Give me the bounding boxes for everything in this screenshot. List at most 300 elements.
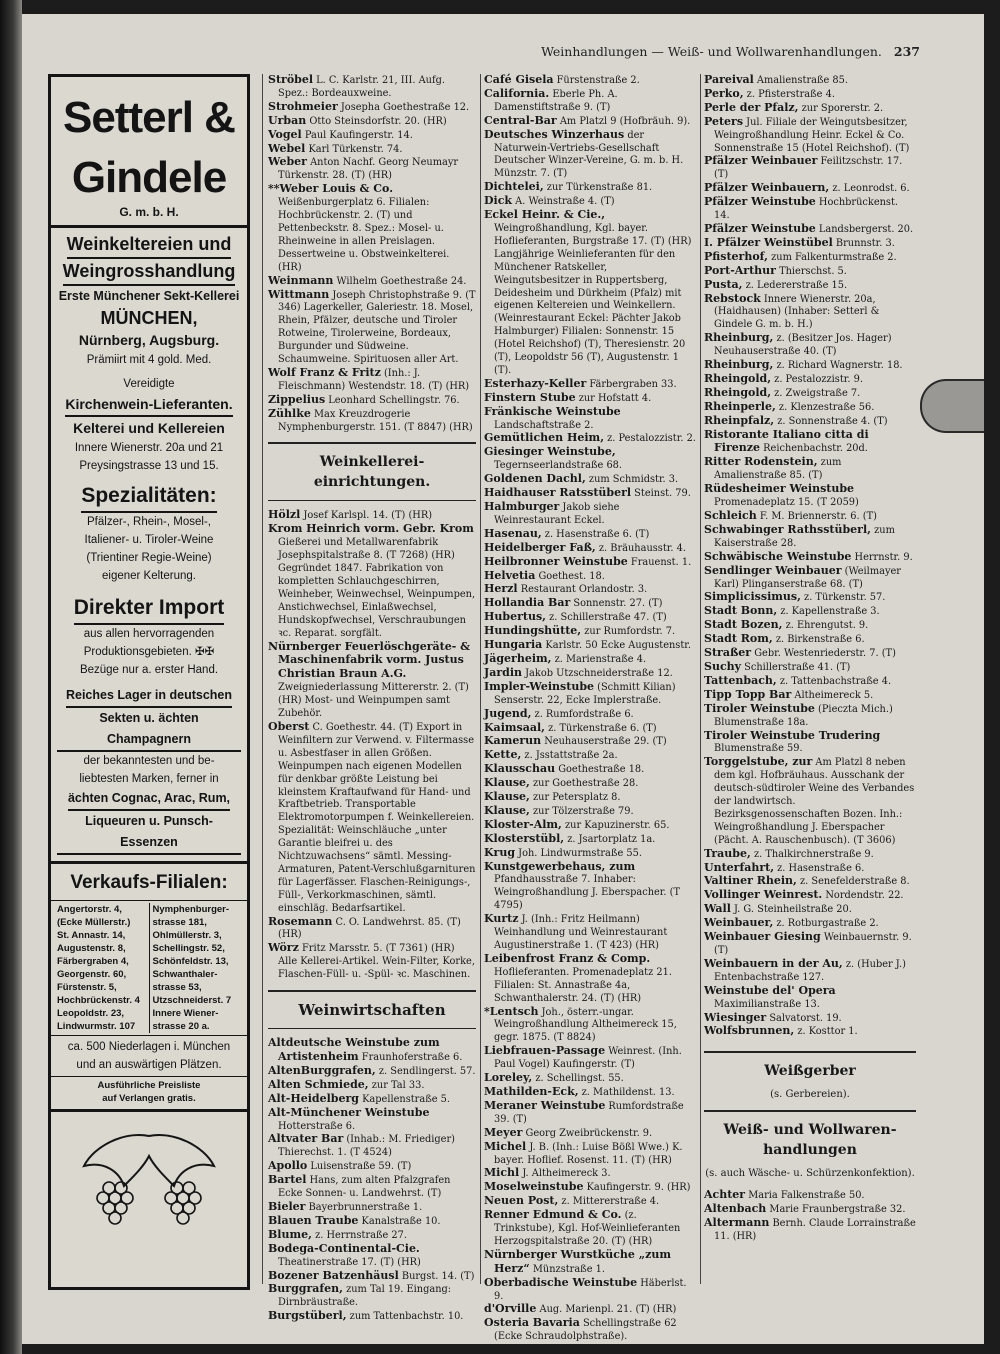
entry-details: Goethest. 18. <box>535 570 605 582</box>
entry-name: Hasenau, <box>484 526 542 540</box>
entry-details: Reichenbachstr. 20d. <box>760 443 868 455</box>
ad-import3: Bezüge nur a. erster Hand. <box>79 664 219 676</box>
directory-entry <box>268 408 476 435</box>
entry-name: Oberbadische Weinstube <box>484 1275 638 1289</box>
directory-entry <box>704 862 916 876</box>
directory-entry <box>268 1243 476 1270</box>
directory-entry <box>704 155 916 182</box>
ad-niederlagen1: ca. 500 Niederlagen i. München <box>67 1041 231 1053</box>
entry-name: Port-Arthur <box>704 263 776 277</box>
entry-details: Otto Steinsdorfstr. 20. (HR) <box>306 115 447 127</box>
ad-divider-3 <box>51 900 247 901</box>
entry-details: Fürstenstraße 2. <box>553 75 640 86</box>
directory-entry <box>484 74 696 88</box>
filiale-address: Lindwurmstr. 107 <box>57 1021 136 1032</box>
directory-entry <box>484 406 696 433</box>
directory-entry <box>704 359 916 373</box>
entry-name: Rheingold, <box>704 371 772 385</box>
directory-entry <box>484 763 696 777</box>
entry-name: Meraner Weinstube <box>484 1098 606 1112</box>
entry-details: zur Goethestraße 28. <box>529 778 639 790</box>
directory-entry <box>484 1249 696 1277</box>
directory-entry <box>268 183 476 274</box>
entry-details: Weinbauernstr. 9. (T) <box>714 932 912 956</box>
directory-entry <box>484 1100 696 1127</box>
section-title-wollwaren: Weiß- und Wollwaren- handlungen <box>723 1122 897 1159</box>
directory-entry <box>704 848 916 862</box>
directory-entry <box>268 1133 476 1160</box>
directory-entry <box>484 392 696 406</box>
entry-details: Neuhauserstraße 29. (T) <box>541 736 667 748</box>
entry-details: Gießerei und Metallwarenfabrik Josephspitalstraße 8. (T 7268) (HR) Gegründet 1847. Fabrikation von kompletten Schlauchgeschirren, Weinheber, Weinwechsel, Weinpumpen, Anstichwechsel, Einlaßwechsel, Hundskopfwechsel, Verschraubungen ꝛc. Reparat. sorgfält. <box>278 537 476 639</box>
section-title-weinwirtschaften: Weinwirtschaften <box>298 1001 446 1020</box>
directory-entry <box>484 528 696 542</box>
entry-details: Gebr. Westenriederstr. 7. (T) <box>751 648 896 660</box>
entry-name: Webel <box>268 141 306 155</box>
directory-entry <box>484 1072 696 1086</box>
entry-details: zum Amalienstraße 85. (T) <box>714 457 842 482</box>
ad-heading-weinkeltereien: Weinkeltereien und <box>67 232 232 259</box>
filiale-address: Georgenstr. 60, <box>57 969 127 980</box>
directory-entry <box>704 265 916 279</box>
entry-details: Färbergraben 33. <box>586 378 677 390</box>
entry-details: Leonhard Schellingstr. 76. <box>325 394 460 406</box>
filiale-address: Schellingstr. 52, <box>152 943 225 954</box>
entry-details: Restaurant Orlandostr. 3. <box>517 584 648 596</box>
directory-entry <box>484 749 696 763</box>
entry-details: Jakob siehe Weinrestaurant Eckel. <box>494 502 620 526</box>
entry-name: Rheingold, <box>704 385 772 399</box>
directory-entry <box>268 1229 476 1243</box>
directory-entry <box>268 1160 476 1174</box>
entry-name: *Lentsch <box>484 1004 539 1018</box>
entry-name: Weinmann <box>268 273 334 287</box>
column-rule-3 <box>700 74 701 1284</box>
entry-details: Josepha Goethestraße 12. <box>337 101 470 113</box>
entry-name: Simplicissimus, <box>704 590 801 604</box>
entry-name: Altvater Bar <box>268 1132 344 1146</box>
entry-details: Zweigniederlassung Mittererstr. 2. (T) (HR) Most- und Weinpumpen samt Zubehör. <box>278 682 469 720</box>
running-header <box>528 44 920 59</box>
section-separator-thin <box>268 500 476 501</box>
entry-details: Fraunhoferstraße 6. <box>358 1052 463 1063</box>
directory-entry <box>484 583 696 597</box>
entry-name: Achter <box>704 1188 746 1202</box>
directory-entry <box>268 289 476 367</box>
entry-details: Kanalstraße 10. <box>358 1215 441 1227</box>
directory-entry <box>704 931 916 958</box>
directory-entry <box>704 1189 916 1203</box>
directory-entry <box>268 641 476 721</box>
directory-entry <box>704 756 916 847</box>
directory-entry <box>704 279 916 293</box>
entry-details: F. M. Briennerstr. 6. (T) <box>756 511 877 522</box>
directory-entry <box>268 367 476 394</box>
directory-entry <box>484 1303 696 1317</box>
entries-weinwirtschaften-end <box>704 74 916 1039</box>
filiale-address: Hochbrückenstr. 4 <box>57 995 140 1006</box>
directory-entry <box>484 1045 696 1072</box>
entry-name: Klause, <box>484 776 530 790</box>
entry-name: Ströbel <box>268 73 314 86</box>
entry-details: zur Tal 33. <box>368 1079 425 1091</box>
directory-entry <box>704 88 916 102</box>
directory-entry <box>268 1093 476 1107</box>
entry-details: Hans, zum alten Pfalzgrafen Ecke Sonnen- u. Landwehrst. (T) <box>278 1175 451 1200</box>
entry-details: Fritz Marsstr. 5. (T 7361) (HR) Alle Kellerei-Artikel. Wein-Filter, Korke, Flaschen-Füll- u. -Spül- ꝛc. Maschinen. <box>278 943 475 981</box>
ad-company-line1: Setterl & <box>63 93 235 142</box>
entry-details: Thierschst. 5. <box>775 265 847 277</box>
ad-filialen-heading: Verkaufs-Filialen: <box>70 872 228 893</box>
directory-entry <box>484 446 696 473</box>
ad-city: MÜNCHEN, <box>100 308 198 328</box>
entries-weinhandlungen-cont <box>268 74 476 434</box>
entry-name: Hundingshütte, <box>484 624 582 638</box>
entry-name: Valtiner Rhein, <box>704 874 797 888</box>
entry-name: Dichtelei, <box>484 180 544 194</box>
filiale-address: strasse 20 a. <box>152 1021 210 1032</box>
directory-column-3 <box>704 74 916 1244</box>
entry-name: Pfälzer Weinstube <box>704 221 816 235</box>
section-separator <box>704 1051 916 1053</box>
entry-name: Unterfahrt, <box>704 860 775 874</box>
directory-entry <box>704 633 916 647</box>
directory-entry <box>268 1107 476 1134</box>
entry-details: z. Jsstattstraße 2a. <box>521 750 618 762</box>
entry-name: Tiroler Weinstube Trudering <box>704 728 881 742</box>
directory-entry <box>704 524 916 551</box>
directory-entry <box>484 611 696 625</box>
entry-details: Karl Türkenstr. 74. <box>305 143 403 155</box>
entry-name: Schleich <box>704 509 757 522</box>
entry-details: Blumenstraße 59. <box>714 743 803 755</box>
entry-name: Bartel <box>268 1173 307 1187</box>
entry-name: Michl <box>484 1166 520 1180</box>
entry-details: zur Sporerstr. 2. <box>798 102 884 114</box>
entry-details: z. Bräuhausstr. 4. <box>595 542 686 554</box>
entry-name: Suchy <box>704 659 742 673</box>
entry-name: Leibenfrost Franz & Comp. <box>484 951 651 965</box>
entry-details: Amalienstraße 85. <box>753 75 848 86</box>
ad-lager2: der bekanntesten und be- <box>83 755 215 767</box>
ad-preisliste1: Ausführliche Preisliste <box>97 1080 201 1091</box>
directory-entry <box>484 833 696 847</box>
entry-name: Tiroler Weinstube <box>704 701 815 715</box>
entry-name: Klause, <box>484 790 530 804</box>
entry-details: J. B. (Inh.: Luise Bößl Wwe.) K. bayer. Hoflief. Rosenst. 11. (T) (HR) <box>494 1141 683 1166</box>
entry-details: Frauenst. 1. <box>627 556 692 568</box>
directory-entry <box>484 432 696 446</box>
entry-name: Alten Schmiede, <box>268 1077 369 1091</box>
entry-name: Jardin <box>484 665 522 679</box>
entry-name: Vollinger Weinrest. <box>704 888 823 902</box>
entry-name: Krug <box>484 845 516 859</box>
directory-entry <box>484 1209 696 1249</box>
ad-import2: Produktionsgebieten. ✠✠ <box>83 646 215 658</box>
entries-weinwirtschaften <box>268 1037 476 1324</box>
entry-name: Nürnberger Feuerlöschgeräte- & Maschinenfabrik vorm. Justus Christian Braun A.G. <box>268 639 471 681</box>
entry-name: Impler-Weinstube <box>484 679 595 693</box>
directory-entry <box>484 847 696 861</box>
entry-details: der Naturwein-Vertriebs-Gesellschaft Deutscher Winzer-Vereine, G. m. b. H. Münzstr. 7. (T) <box>494 129 684 180</box>
entry-name: Rüdesheimer Weinstube <box>704 482 855 496</box>
directory-entry <box>484 1317 696 1344</box>
entry-name: Bieler <box>268 1199 306 1213</box>
ad-direkter-import: Direkter Import <box>74 593 225 625</box>
directory-entry <box>484 1086 696 1100</box>
entry-name: Strohmeier <box>268 99 338 113</box>
entry-name: Moselweinstube <box>484 1180 584 1194</box>
entry-name: **Weber Louis & Co. <box>268 182 394 196</box>
directory-entry <box>268 1283 476 1310</box>
entry-name: Kamerun <box>484 734 542 748</box>
entry-name: Herzl <box>484 582 518 596</box>
directory-entry <box>704 619 916 633</box>
entry-name: Oberst <box>268 719 310 733</box>
entry-details: (z. Trinkstube), Kgl. Hof-Weinlieferanten Herzogspitalstraße 20. (T) (HR) <box>494 1210 681 1247</box>
entry-name: Kaimsaal, <box>484 720 545 734</box>
entry-name: Weinbauer, <box>704 916 774 930</box>
entry-name: Zippelius <box>268 392 326 406</box>
entry-name: Rebstock <box>704 291 761 305</box>
entry-details: z. Thalkirchnerstraße 9. <box>750 848 874 860</box>
entry-details: z. Rotburgastraße 2. <box>773 918 879 930</box>
entry-details: Rumfordstraße 39. (T) <box>494 1100 684 1125</box>
directory-entry <box>484 487 696 501</box>
entry-details: Bayerbrunnerstraße 1. <box>305 1201 423 1213</box>
entry-name: Weber <box>268 155 307 169</box>
directory-entry <box>484 625 696 639</box>
entry-details: z. Mittererstraße 4. <box>558 1196 660 1208</box>
entry-details: (Pieczta Mich.) Blumenstraße 18a. <box>714 703 893 728</box>
entry-name: Rheinpfalz, <box>704 413 775 427</box>
ad-sekten: Sekten u. ächten Champagnern <box>57 708 241 752</box>
entry-name: Blauen Traube <box>268 1213 359 1227</box>
filiale-address: Fürstenstr. 5, <box>57 982 117 993</box>
entry-name: Hölzl <box>268 508 301 522</box>
entry-name: Esterhazy-Keller <box>484 376 587 390</box>
entry-details: Joseph Christophstraße 9. (T 346) Lagerkeller, Galeriestr. 18. Mosel, Rhein, Pfälzer, deutsche und Tiroler Rotweine, Tirolerweine, Bordeaux, Burgunder und Südweine. Schaumweine. Spirituosen aller Art. <box>278 289 476 366</box>
entry-name: Vogel <box>268 127 302 141</box>
filiale-address: Angertorstr. 4, <box>57 904 122 915</box>
entry-name: Pfisterhof, <box>704 249 768 263</box>
directory-entry <box>484 88 696 115</box>
ad-spez1: Pfälzer-, Rhein-, Mosel-, <box>87 516 211 528</box>
entry-name: Heilbronner Weinstube <box>484 554 628 568</box>
directory-entry <box>268 115 476 129</box>
directory-entry <box>268 1270 476 1284</box>
directory-entry <box>484 542 696 556</box>
entry-name: Weinbauer Giesing <box>704 930 821 944</box>
entry-details: zur Rumfordstr. 7. <box>581 626 676 638</box>
entry-details: zum Tattenbachstr. 10. <box>346 1311 464 1323</box>
entry-name: Meyer <box>484 1125 523 1139</box>
directory-entry <box>268 101 476 115</box>
column-rule-1 <box>262 74 263 1284</box>
entry-details: z. Türkenstraße 6. (T) <box>544 722 657 734</box>
entry-details: z. Hasenstraße 6. (T) <box>541 528 650 540</box>
entry-name: Klausschau <box>484 762 556 776</box>
ad-sekt: Erste Münchener Sekt-Kellerei <box>58 289 240 303</box>
directory-entry <box>484 1195 696 1209</box>
directory-entry <box>268 1201 476 1215</box>
section-separator-thin <box>268 1028 476 1029</box>
entry-details: Landsbergerst. 20. <box>815 223 914 235</box>
entry-name: Loreley, <box>484 1071 533 1085</box>
entry-details: J. (Inh.: Fritz Heilmann) Weinhandlung und Weinrestaurant Augustinerstraße 1. (T 423) (HR) <box>494 914 668 951</box>
entry-name: Dick <box>484 194 513 208</box>
filiale-address: Leopoldstr. 23, <box>57 1008 125 1019</box>
entry-details: z. Ehrengutst. 9. <box>782 620 869 632</box>
entry-name: Pfälzer Weinstube <box>704 195 816 209</box>
entry-details: Am Platzl 8 neben dem kgl. Hofbräuhaus. Ausschank der deutsch-südtiroler Weine des Verbandes der landwirtsch. Bezirksgenossenschaften Bozen. Inh.: Weingroßhandlung J. Eberspacher (Pächt. A. Rauschenbusch). (T 3606) <box>714 757 915 846</box>
entry-name: Weinstube del' Opera <box>704 983 836 997</box>
entry-name: Tattenbach, <box>704 673 777 687</box>
ad-cities2: Nürnberg, Augsburg. <box>78 332 220 348</box>
directory-entry <box>268 1174 476 1201</box>
entry-name: Stadt Rom, <box>704 632 773 646</box>
entry-details: Altheimereck 5. <box>791 689 874 701</box>
section-separator <box>704 1110 916 1112</box>
entry-details: (Inhab.: M. Friediger) Thierechst. 1. (T 4524) <box>278 1134 455 1159</box>
entry-details: Häberlst. 9. <box>494 1277 687 1302</box>
directory-entry <box>268 275 476 289</box>
grape-vine-ornament-icon <box>64 1126 234 1236</box>
entry-name: Pfälzer Weinbauern, <box>704 181 830 195</box>
ad-filialen-list <box>57 903 241 1033</box>
directory-entry <box>484 1181 696 1195</box>
entry-name: Helvetia <box>484 568 536 582</box>
entry-name: Kloster-Alm, <box>484 817 562 831</box>
entry-details: Landschaftstraße 2. <box>494 419 594 431</box>
entry-details: Paul Kaufingerstr. 14. <box>301 129 413 141</box>
entry-name: Jugend, <box>484 706 532 720</box>
entry-details: Eberle Ph. A. Damenstiftstraße 9. (T) <box>494 88 618 113</box>
entry-name: Heidelberger Faß, <box>484 540 596 554</box>
entry-name: Rheinburg, <box>704 331 774 345</box>
directory-entry <box>484 1167 696 1181</box>
directory-entry <box>484 639 696 653</box>
column-rule-2 <box>480 74 481 1284</box>
entry-name: Mathilden-Eck, <box>484 1084 579 1098</box>
directory-entry <box>268 1215 476 1229</box>
directory-column-1 <box>268 74 476 1324</box>
filiale-address: Augustenstr. 8, <box>57 943 126 954</box>
entry-details: A. Weinstraße 4. (T) <box>512 196 615 208</box>
entry-name: Perko, <box>704 86 744 100</box>
entry-details: z. Sendlingerst. 57. <box>375 1065 476 1077</box>
filiale-address: St. Annastr. 14, <box>57 930 126 941</box>
entry-name: Straßer <box>704 646 752 660</box>
entry-details: z. Pestalozzistr. 9. <box>771 373 863 385</box>
directory-entry <box>484 953 696 1006</box>
entry-name: Goldenen Dachl, <box>484 472 586 486</box>
entry-details: Luisenstraße 59. (T) <box>307 1161 412 1173</box>
directory-entry <box>268 942 476 982</box>
directory-entry <box>268 1310 476 1324</box>
directory-entry <box>268 156 476 183</box>
entry-name: Traube, <box>704 846 751 860</box>
ad-niederlagen2: und an auswärtigen Plätzen. <box>76 1059 222 1071</box>
entry-name: Wolfsbrunnen, <box>704 1024 795 1038</box>
entry-details: zur Kapuzinerstr. 65. <box>561 819 670 831</box>
entry-details: Aug. Marienpl. 21. (T) (HR) <box>536 1304 677 1316</box>
ad-company-line2: Gindele <box>71 153 227 202</box>
entry-name: Michel <box>484 1139 527 1153</box>
entry-details: z. Rumfordstraße 6. <box>531 708 634 720</box>
entry-details: Josef Karlspl. 14. (T) (HR) <box>300 510 433 522</box>
directory-entry <box>704 565 916 592</box>
directory-entry <box>484 805 696 819</box>
filiale-address: strasse 181, <box>152 917 207 928</box>
entry-name: Central-Bar <box>484 113 557 127</box>
entry-details: Georg Zweibrückenstr. 9. <box>522 1127 653 1139</box>
entry-details: Maximilianstraße 13. <box>714 998 820 1010</box>
entry-details: J. G. Steinheilstraße 20. <box>730 904 852 916</box>
entry-name: Pusta, <box>704 277 743 291</box>
entry-name: Kunstgewerbehaus, zum <box>484 859 636 873</box>
entry-details: z. Kapellenstraße 3. <box>777 606 880 618</box>
entry-details: C. O. Landwehrst. 85. (T) (HR) <box>278 916 461 941</box>
ad-kirchenwein: Kirchenwein-Lieferanten. <box>65 393 232 417</box>
entry-name: Rosemann <box>268 914 333 928</box>
entry-details: Marie Fraunbergstraße 32. <box>766 1204 906 1216</box>
entry-details: z. Zweigstraße 7. <box>771 387 861 399</box>
ad-lager: Reiches Lager in deutschen <box>66 685 232 708</box>
ad-vereidigte: Vereidigte <box>123 378 175 390</box>
section-title-weinkellerei: Weinkellerei- einrichtungen. <box>313 454 431 491</box>
section-separator <box>268 442 476 444</box>
directory-entry <box>484 653 696 667</box>
entry-details: Wilhelm Goethestraße 24. <box>333 275 467 287</box>
entry-details: z. Ledererstraße 15. <box>742 279 848 291</box>
entry-name: Sendlinger Weinbauer <box>704 563 842 577</box>
entry-name: AltenBurggrafen, <box>268 1063 376 1077</box>
directory-entry <box>704 889 916 903</box>
entry-name: Halmburger <box>484 500 560 513</box>
entry-name: Bozener Batzenhäusl <box>268 1268 399 1282</box>
filiale-address: (Ecke Müllerstr.) <box>57 917 131 928</box>
directory-entry <box>704 551 916 565</box>
directory-entry <box>704 116 916 156</box>
directory-entry <box>704 958 916 985</box>
entry-details: z. Tattenbachstraße 4. <box>776 675 892 687</box>
filiale-address: Färbergraben 4, <box>57 956 129 967</box>
ad-divider-4 <box>51 1035 247 1036</box>
entry-name: Jägerheim, <box>484 651 552 665</box>
entry-name: Klosterstübl, <box>484 831 565 845</box>
directory-entry <box>704 689 916 703</box>
ad-cognac: ächten Cognac, Arac, Rum, <box>68 788 230 811</box>
directory-entry <box>704 703 916 730</box>
entry-name: Urban <box>268 113 307 127</box>
ad-spez4: eigener Kelterung. <box>102 570 196 582</box>
entry-details: Salvatorst. 19. <box>766 1012 842 1024</box>
entry-name: Gemütlichen Heim, <box>484 431 605 445</box>
ad-preisliste2: auf Verlangen gratis. <box>102 1093 196 1104</box>
entry-details: z. Birkenstraße 6. <box>772 634 865 646</box>
entry-details: Anton Nachf. Georg Neumayr Türkenstr. 28. (T) (HR) <box>278 157 459 182</box>
directory-entry <box>484 722 696 736</box>
entry-name: Schwäbische Weinstube <box>704 549 852 563</box>
entry-details: Burgst. 14. (T) <box>398 1270 475 1282</box>
ad-addr1: Innere Wienerstr. 20a und 21 <box>74 442 224 454</box>
directory-entry <box>268 394 476 408</box>
directory-entry <box>484 791 696 805</box>
directory-entry <box>704 730 916 757</box>
entry-name: Altenbach <box>704 1202 767 1216</box>
directory-entry <box>704 196 916 223</box>
